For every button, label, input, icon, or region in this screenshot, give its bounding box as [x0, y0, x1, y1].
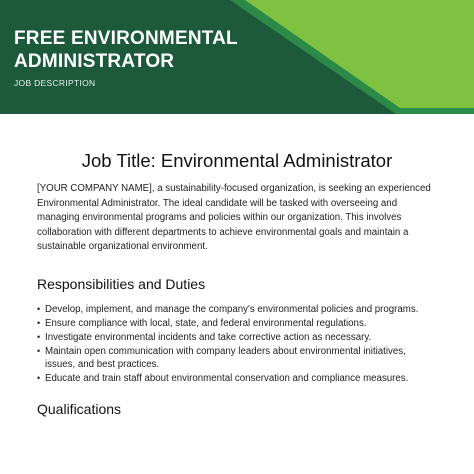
list-item-text: Ensure compliance with local, state, and federal environmental regulations.: [45, 317, 367, 329]
banner-title-line-2: ADMINISTRATOR: [14, 51, 175, 72]
bullet-icon: •: [37, 303, 41, 314]
banner-title: [14, 27, 238, 73]
responsibilities-list: [37, 303, 437, 385]
bullet-icon: •: [37, 317, 41, 328]
intro-paragraph: [YOUR COMPANY NAME], a sustainability-focused organization, is seeking an experienced Environmental Administrator. The ideal candidate will be tasked with overseeing and managing environmental programs and policies within our organization. This involves collaboration with different departments to achieve environmental goals and maintain a sustainable organizational environment.: [37, 183, 431, 252]
job-title: Job Title: Environmental Administrator: [81, 150, 393, 171]
list-item-text: Educate and train staff about environmental conservation and compliance measures.: [45, 372, 409, 384]
list-item-text: Maintain open communication with company leaders about environmental initiatives, issues, and best practices.: [45, 345, 406, 370]
list-item: [37, 372, 437, 385]
document-body: [37, 150, 437, 418]
list-item-text: Investigate environmental incidents and take corrective action as necessary.: [45, 331, 372, 343]
list-item: [37, 303, 437, 316]
list-item-text: Develop, implement, and manage the company's environmental policies and programs.: [45, 303, 419, 315]
list-item: [37, 331, 437, 344]
bullet-icon: •: [37, 372, 41, 383]
banner-title-line-1: FREE ENVIRONMENTAL: [14, 28, 238, 49]
responsibilities-heading: Responsibilities and Duties: [37, 275, 206, 292]
list-item: [37, 345, 437, 371]
list-item: [37, 317, 437, 330]
header-banner: [0, 0, 474, 114]
qualifications-heading: Qualifications: [37, 400, 122, 417]
banner-subtitle: JOB DESCRIPTION: [14, 78, 96, 88]
bullet-icon: •: [37, 331, 41, 342]
bullet-icon: •: [37, 345, 41, 356]
